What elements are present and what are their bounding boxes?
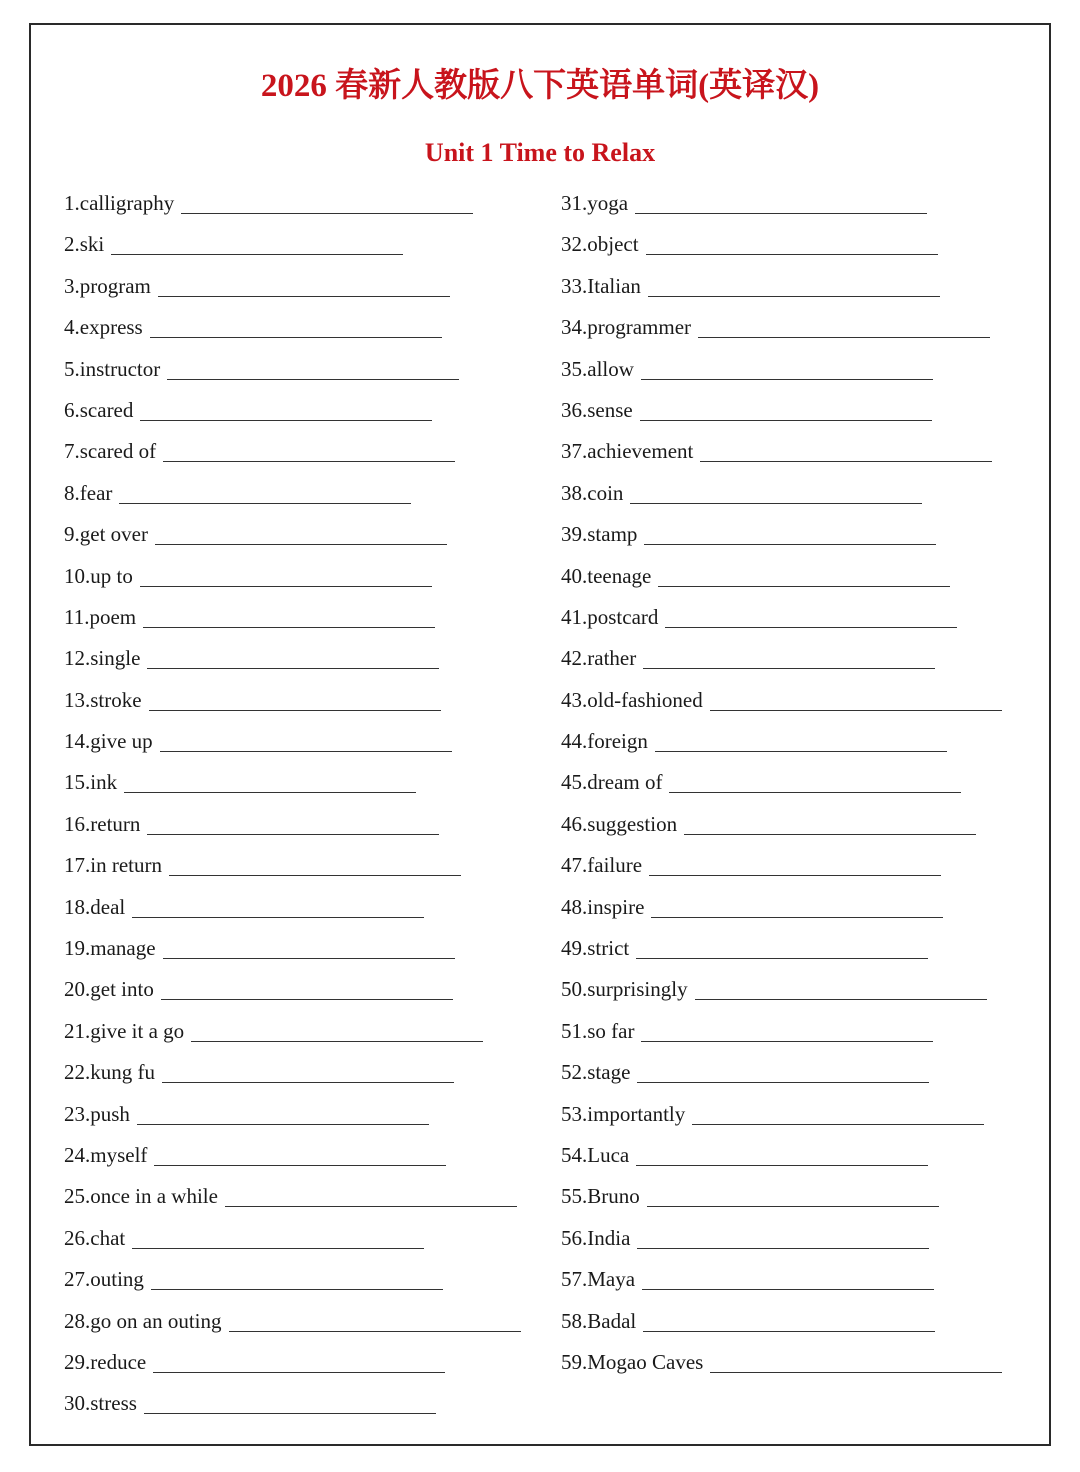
word-row [561, 889, 1002, 930]
vocab-word: 41.postcard [561, 604, 659, 629]
word-row [64, 309, 521, 350]
vocab-word: 26.chat [64, 1225, 126, 1250]
word-row [64, 930, 521, 971]
vocab-word: 15.ink [64, 770, 118, 795]
vocab-word: 19.manage [64, 936, 156, 961]
word-row [561, 185, 1002, 226]
word-row [561, 475, 1002, 516]
vocab-word: 25.once in a while [64, 1184, 218, 1209]
vocab-word: 13.stroke [64, 687, 142, 712]
vocab-word: 50.surprisingly [561, 977, 688, 1002]
word-row [64, 351, 521, 392]
worksheet-title: 2026 春新人教版八下英语单词(英译汉) [260, 68, 820, 104]
vocab-word: 6.scared [64, 397, 134, 422]
answer-blank[interactable] [229, 1303, 521, 1332]
vocab-word: 8.fear [64, 480, 113, 505]
vocab-word: 58.Badal [561, 1308, 637, 1333]
word-row [64, 889, 521, 930]
vocab-word: 4.express [64, 315, 143, 340]
word-row [64, 1344, 521, 1385]
vocab-word: 40.teenage [561, 563, 652, 588]
answer-blank[interactable] [636, 930, 928, 959]
answer-blank[interactable] [147, 806, 439, 835]
vocab-word: 24.myself [64, 1142, 148, 1167]
word-row [561, 1137, 1002, 1178]
vocab-word: 16.return [64, 811, 141, 836]
vocab-word: 12.single [64, 646, 141, 671]
vocab-word: 46.suggestion [561, 811, 678, 836]
word-row [561, 971, 1002, 1012]
word-row [64, 433, 521, 474]
vocab-word: 38.coin [561, 480, 624, 505]
vocab-word: 9.get over [64, 522, 148, 547]
word-row [561, 268, 1002, 309]
vocab-word: 29.reduce [64, 1349, 147, 1374]
answer-blank[interactable] [635, 185, 927, 214]
vocab-word: 39.stamp [561, 522, 638, 547]
answer-blank[interactable] [646, 226, 938, 255]
word-row [561, 1096, 1002, 1137]
vocab-word: 52.stage [561, 1060, 631, 1085]
answer-blank[interactable] [169, 847, 461, 876]
vocab-word: 47.failure [561, 853, 643, 878]
answer-blank[interactable] [669, 764, 961, 793]
vocab-word: 36.sense [561, 397, 633, 422]
answer-blank[interactable] [637, 1220, 929, 1249]
word-row [561, 599, 1002, 640]
vocab-word: 11.poem [64, 604, 137, 629]
answer-blank[interactable] [643, 640, 935, 669]
word-row [561, 433, 1002, 474]
word-list-left [64, 185, 521, 1427]
word-row [561, 226, 1002, 267]
answer-blank[interactable] [191, 1013, 483, 1042]
vocab-word: 43.old-fashioned [561, 687, 703, 712]
answer-blank[interactable] [641, 1013, 933, 1042]
answer-blank[interactable] [158, 268, 450, 297]
answer-blank[interactable] [111, 226, 403, 255]
word-row [64, 516, 521, 557]
answer-blank[interactable] [160, 723, 452, 752]
vocab-word: 14.give up [64, 729, 153, 754]
word-row [561, 558, 1002, 599]
answer-blank[interactable] [132, 1220, 424, 1249]
answer-blank[interactable] [181, 185, 473, 214]
answer-blank[interactable] [684, 806, 976, 835]
vocab-word: 17.in return [64, 853, 162, 878]
vocab-word: 1.calligraphy [64, 191, 175, 215]
word-row [64, 1096, 521, 1137]
word-row [64, 1178, 521, 1219]
word-row [561, 723, 1002, 764]
word-row [64, 226, 521, 267]
answer-blank[interactable] [143, 599, 435, 628]
answer-blank[interactable] [225, 1178, 517, 1207]
answer-blank[interactable] [163, 433, 455, 462]
word-row [561, 1261, 1002, 1302]
word-row [64, 599, 521, 640]
vocab-word: 45.dream of [561, 770, 663, 795]
word-row [561, 930, 1002, 971]
word-row [561, 682, 1002, 723]
answer-blank[interactable] [630, 475, 922, 504]
word-row [561, 1303, 1002, 1344]
word-row [64, 1013, 521, 1054]
answer-blank[interactable] [149, 682, 441, 711]
vocab-word: 34.programmer [561, 315, 692, 340]
word-row [64, 1303, 521, 1344]
word-row [64, 847, 521, 888]
answer-blank[interactable] [658, 558, 950, 587]
vocab-word: 37.achievement [561, 439, 694, 464]
answer-blank[interactable] [692, 1096, 984, 1125]
vocab-word: 28.go on an outing [64, 1308, 222, 1333]
answer-blank[interactable] [124, 764, 416, 793]
word-row [561, 1013, 1002, 1054]
vocab-word: 30.stress [64, 1391, 137, 1416]
vocab-word: 2.ski [64, 232, 105, 257]
vocab-word: 48.inspire [561, 894, 645, 919]
answer-blank[interactable] [640, 392, 932, 421]
word-row [64, 185, 521, 226]
answer-blank[interactable] [649, 847, 941, 876]
vocab-word: 7.scared of [64, 439, 157, 464]
word-row [64, 268, 521, 309]
word-row [64, 682, 521, 723]
vocab-word: 49.strict [561, 936, 630, 961]
vocab-word: 22.kung fu [64, 1060, 155, 1085]
word-row [64, 392, 521, 433]
word-row [64, 1220, 521, 1261]
answer-blank[interactable] [162, 1054, 454, 1083]
answer-blank[interactable] [167, 351, 459, 380]
vocab-word: 32.object [561, 232, 639, 257]
answer-blank[interactable] [710, 682, 1002, 711]
vocab-word: 21.give it a go [64, 1018, 185, 1043]
vocab-word: 33.Italian [561, 273, 641, 298]
vocab-word: 59.Mogao Caves [561, 1349, 704, 1374]
vocab-word: 31.yoga [561, 191, 629, 215]
answer-blank[interactable] [644, 516, 936, 545]
word-row [561, 1344, 1002, 1385]
word-row [64, 971, 521, 1012]
answer-blank[interactable] [132, 889, 424, 918]
vocab-word: 51.so far [561, 1018, 635, 1043]
answer-blank[interactable] [643, 1303, 935, 1332]
word-row [561, 1054, 1002, 1095]
word-row [64, 1137, 521, 1178]
vocab-word: 44.foreign [561, 729, 648, 754]
answer-blank[interactable] [637, 1054, 929, 1083]
vocab-word: 3.program [64, 273, 151, 298]
vocab-word: 54.Luca [561, 1142, 630, 1167]
answer-blank[interactable] [161, 971, 453, 1000]
vocab-word: 42.rather [561, 646, 637, 671]
word-row [64, 1054, 521, 1095]
word-row [561, 806, 1002, 847]
word-row [561, 392, 1002, 433]
answer-blank[interactable] [140, 392, 432, 421]
vocab-word: 23.push [64, 1101, 130, 1126]
word-row [561, 1178, 1002, 1219]
vocab-word: 10.up to [64, 563, 133, 588]
answer-blank[interactable] [144, 1385, 436, 1414]
answer-blank[interactable] [140, 558, 432, 587]
answer-blank[interactable] [153, 1344, 445, 1373]
vocab-word: 27.outing [64, 1267, 144, 1292]
word-row [561, 640, 1002, 681]
vocab-word: 56.India [561, 1225, 631, 1250]
word-row [64, 1385, 521, 1426]
word-row [64, 806, 521, 847]
answer-blank[interactable] [665, 599, 957, 628]
vocab-word: 57.Maya [561, 1267, 636, 1292]
word-row [561, 309, 1002, 350]
answer-blank[interactable] [119, 475, 411, 504]
vocab-word: 20.get into [64, 977, 154, 1002]
unit-title: Unit 1 Time to Relax [424, 138, 656, 167]
answer-blank[interactable] [163, 930, 455, 959]
answer-blank[interactable] [150, 309, 442, 338]
vocab-word: 18.deal [64, 894, 126, 919]
word-row [64, 1261, 521, 1302]
answer-blank[interactable] [651, 889, 943, 918]
answer-blank[interactable] [655, 723, 947, 752]
answer-blank[interactable] [147, 640, 439, 669]
answer-blank[interactable] [137, 1096, 429, 1125]
vocab-word: 5.instructor [64, 356, 161, 381]
answer-blank[interactable] [700, 433, 992, 462]
vocab-word: 53.importantly [561, 1101, 686, 1126]
word-row [561, 847, 1002, 888]
answer-blank[interactable] [642, 1261, 934, 1290]
answer-blank[interactable] [647, 1178, 939, 1207]
word-row [64, 475, 521, 516]
answer-blank[interactable] [155, 516, 447, 545]
word-row [561, 516, 1002, 557]
word-list-right [561, 185, 1002, 1385]
answer-blank[interactable] [710, 1344, 1002, 1373]
word-row [561, 351, 1002, 392]
answer-blank[interactable] [154, 1137, 446, 1166]
word-row [64, 764, 521, 805]
answer-blank[interactable] [698, 309, 990, 338]
answer-blank[interactable] [695, 971, 987, 1000]
vocab-word: 35.allow [561, 356, 634, 381]
word-row [64, 558, 521, 599]
word-row [561, 1220, 1002, 1261]
vocab-word: 55.Bruno [561, 1184, 640, 1209]
answer-blank[interactable] [641, 351, 933, 380]
word-row [64, 723, 521, 764]
answer-blank[interactable] [648, 268, 940, 297]
word-row [561, 764, 1002, 805]
answer-blank[interactable] [151, 1261, 443, 1290]
answer-blank[interactable] [636, 1137, 928, 1166]
word-row [64, 640, 521, 681]
